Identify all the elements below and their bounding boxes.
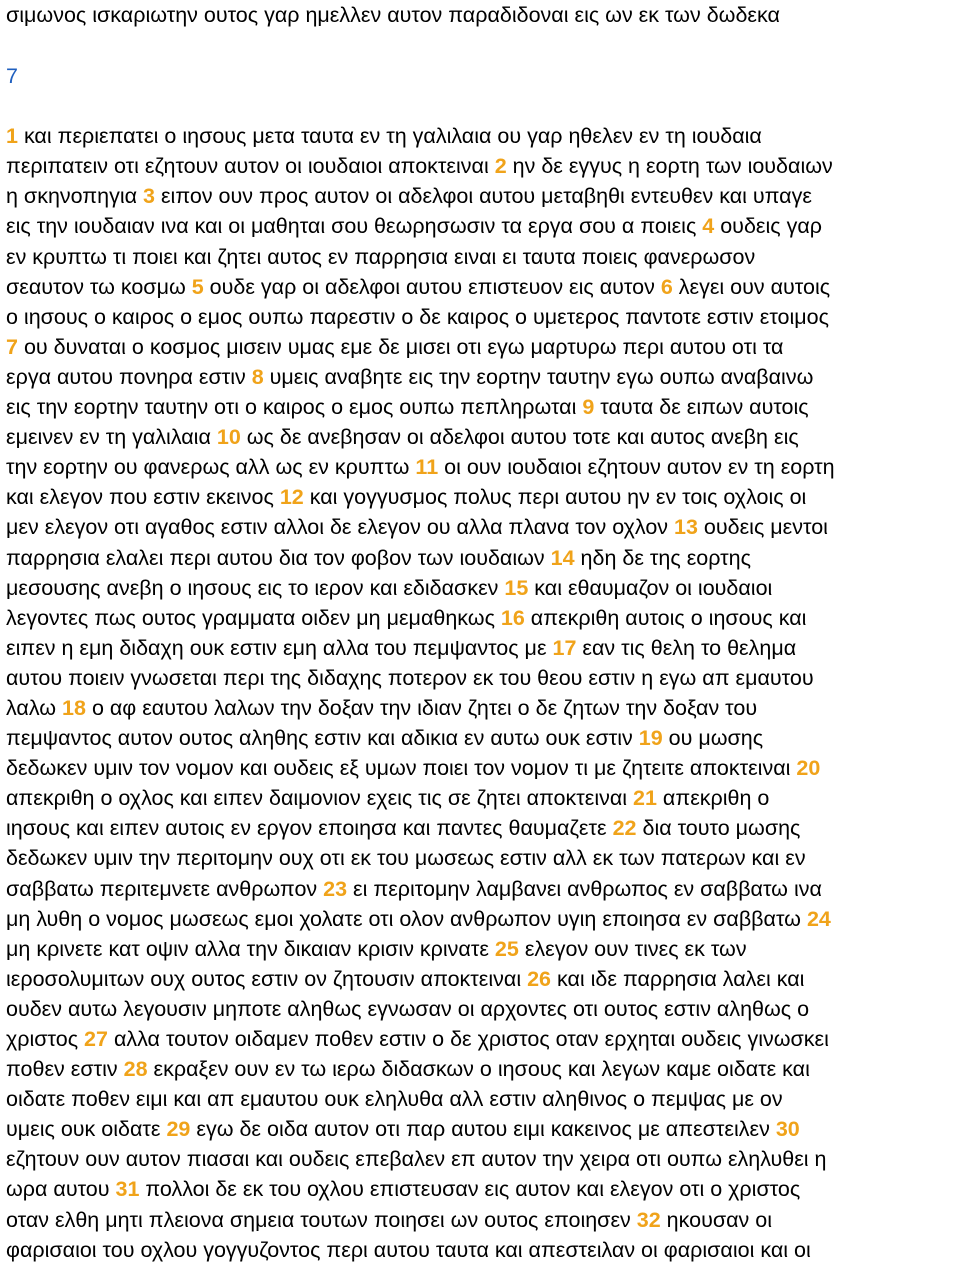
verse-number: 15	[504, 575, 529, 600]
verse-number: 31	[115, 1177, 140, 1202]
verse-number: 22	[612, 816, 637, 841]
text-line	[6, 332, 954, 362]
verse-text: οι ουν ιουδαιοι εζητουν αυτον εν τη εορτη	[438, 455, 835, 480]
verse-text: πολλοι δε εκ του οχλου επιστευσαν εις αυτον και ελεγον οτι ο χριστος	[139, 1177, 801, 1202]
verse-text: απεκριθη αυτοις ο ιησους και	[524, 605, 807, 630]
text-line	[6, 121, 954, 151]
verse-number: 1	[6, 124, 18, 149]
verse-text: και γογγυσμος πολυς περι αυτου ην εν τοις οχλοις οι	[303, 485, 807, 510]
verse-text: ηδη δε της εορτης	[574, 545, 751, 570]
verse-text: μη κρινετε κατ οψιν αλλα την δικαιαν κρισιν κρινατε	[6, 936, 495, 961]
verse-text: και εθαυμαζον οι ιουδαιοι	[528, 575, 773, 600]
verse-number: 21	[633, 786, 657, 811]
verse-number: 10	[216, 425, 241, 450]
verse-text: εις την ιουδαιαν ινα και οι μαθηται σου θεωρησωσιν τα εργα σου α ποιεις	[6, 214, 703, 239]
verse-text: σεαυτον τω κοσμω	[6, 274, 192, 299]
verse-text: δια τουτο μωσης	[636, 816, 801, 841]
verse-number: 20	[796, 756, 821, 781]
text-line	[6, 272, 954, 302]
verse-number: 8	[251, 364, 264, 389]
chapter-number: 7	[6, 64, 18, 89]
text-line	[6, 362, 954, 392]
text-line	[6, 603, 954, 633]
verse-number: 27	[84, 1027, 108, 1051]
verse-text: ει περιτομην λαμβανει ανθρωπος εν σαββατω ινα	[347, 876, 822, 901]
verse-text: ουδε γαρ οι αδελφοι αυτου επιστευον εις αυτον	[203, 274, 661, 299]
verse-text: την εορτην ου φανερως αλλ ως εν κρυπτω	[6, 455, 416, 480]
verse-text: αλλα τουτον οιδαμεν ποθεν εστιν ο δε χριστος οταν ερχηται ουδεις γινωσκει	[107, 1027, 829, 1051]
verse-number: 4	[702, 214, 715, 239]
verse-text: ουδεις γαρ	[714, 214, 823, 239]
verse-text: λεγει ουν αυτοις	[672, 274, 831, 299]
verse-number: 14	[550, 545, 575, 570]
verse-text: μη λυθη ο νομος μωσεως εμοι χολατε οτι ολον ανθρωπον υγιη εποιησα εν σαββατω	[6, 906, 807, 931]
verse-text: δεδωκεν υμιν την περιτομην ουχ οτι εκ του μωσεως εστιν αλλ εκ των πατερων και εν	[6, 846, 806, 871]
verse-text: υμεις αναβητε εις την εορτην ταυτην εγω ουπω αναβαινω	[263, 364, 814, 389]
verse-text: ουδεις μεντοι	[697, 515, 828, 540]
verse-text: περιπατειν οτι εζητουν αυτον οι ιουδαιοι αποκτειναι	[6, 154, 495, 179]
text-line	[6, 151, 954, 181]
verse-text: εζητουν ουν αυτον πιασαι και ουδεις επεβαλεν επ αυτον την χειρα οτι ουπω εληλυθει η	[6, 1147, 827, 1172]
continuation-line: σιμωνος ισκαριωτην ουτος γαρ ημελλεν αυτον παραδιδοναι εις ων εκ των δωδεκα	[6, 3, 780, 27]
verse-text: ειπον ουν προς αυτον οι αδελφοι αυτου μεταβηθι εντευθεν και υπαγε	[155, 184, 812, 209]
verse-text: χριστος	[6, 1027, 85, 1051]
verse-number: 16	[500, 605, 525, 630]
verse-text: εαν τις θελη το θελημα	[576, 635, 797, 660]
verse-text: και ελεγον που εστιν εκεινος	[6, 485, 280, 510]
verse-text: παρρησια ελαλει περι αυτου δια τον φοβον των ιουδαιων	[6, 545, 551, 570]
verse-text: εκραξεν ουν εν τω ιερω διδασκων ο ιησους και λεγων καμε οιδατε και	[147, 1057, 810, 1082]
text-line	[6, 573, 954, 603]
text-line	[6, 392, 954, 422]
verse-text: ιεροσολυμιτων ουχ ουτος εστιν ον ζητουσιν αποκτειναι	[6, 966, 528, 991]
text-line	[6, 452, 954, 482]
verse-number: 17	[552, 635, 577, 660]
verse-text: πεμψαντος αυτον ουτος αληθης εστιν και αδικια εν αυτω ουκ εστιν	[6, 726, 639, 751]
verse-text: ωρα αυτου	[6, 1177, 116, 1202]
verse-text: απεκριθη ο	[656, 786, 770, 811]
text-line	[6, 964, 954, 994]
verse-number: 19	[638, 726, 663, 751]
text-line	[6, 783, 954, 813]
verse-text: οταν ελθη μητι πλειονα σημεια τουτων ποιησει ων ουτος εποιησεν	[6, 1207, 637, 1232]
text-line	[6, 904, 954, 934]
verse-number: 24	[806, 906, 831, 931]
verse-number: 18	[62, 695, 86, 720]
text-line	[6, 512, 954, 542]
text-line	[6, 813, 954, 843]
verse-number: 32	[636, 1207, 661, 1232]
verse-number: 28	[123, 1057, 148, 1082]
verse-text: και περιεπατει ο ιησους μετα ταυτα εν τη γαλιλαια ου γαρ ηθελεν εν τη ιουδαια	[17, 124, 762, 149]
verse-text: ου μωσης	[662, 726, 764, 751]
verse-text: ηκουσαν οι	[660, 1207, 772, 1232]
text-line	[6, 543, 954, 573]
verse-text: ην δε εγγυς η εορτη των ιουδαιων	[506, 154, 833, 179]
verse-text: αυτου ποιειν γνωσεται περι της διδαχης ποτερον εκ του θεου εστιν η εγω απ εμαυτου	[6, 665, 814, 690]
verse-number: 3	[143, 184, 155, 209]
verse-text: ο ιησους ο καιρος ο εμος ουπω παρεστιν ο δε καιρος ο υμετερος παντοτε εστιν ετοιμος	[6, 304, 829, 329]
verse-text: ποθεν εστιν	[6, 1057, 124, 1082]
text-line	[6, 874, 954, 904]
text-line	[6, 482, 954, 512]
text-line	[6, 633, 954, 663]
verse-text: ως δε ανεβησαν οι αδελφοι αυτου τοτε και αυτος ανεβη εις	[240, 425, 799, 450]
verse-text: απεκριθη ο οχλος και ειπεν δαιμονιον εχεις τις σε ζητει αποκτειναι	[6, 786, 634, 811]
text-line	[6, 1205, 954, 1235]
verse-text: ιησους και ειπεν αυτοις εν εργον εποιησα και παντες θαυμαζετε	[6, 816, 613, 841]
verse-text: δεδωκεν υμιν τον νομον και ουδεις εξ υμων ποιει τον νομον τι με ζητειτε αποκτειναι	[6, 756, 797, 781]
verse-text: σαββατω περιτεμνετε ανθρωπον	[6, 876, 324, 901]
text-line	[6, 1024, 954, 1054]
text-line	[6, 693, 954, 723]
verse-text: ταυτα δε ειπων αυτοις	[594, 395, 809, 420]
verse-number: 23	[323, 876, 348, 901]
verse-text: εις την εορτην ταυτην οτι ο καιρος ο εμος ουπω πεπληρωται	[6, 395, 583, 420]
text-line	[6, 663, 954, 693]
verse-text: ειπεν η εμη διδαχη ουκ εστιν εμη αλλα του πεμψαντος με	[6, 635, 553, 660]
verse-text: λαλω	[6, 695, 63, 720]
text-line	[6, 1144, 954, 1174]
verse-text: η σκηνοπηγια	[6, 184, 144, 209]
text-line	[6, 723, 954, 753]
verse-number: 2	[494, 154, 507, 179]
verse-text: λεγοντες πως ουτος γραμματα οιδεν μη μεμαθηκως	[6, 605, 501, 630]
text-line	[6, 422, 954, 452]
verse-text: εν κρυπτω τι ποιει και ζητει αυτος εν παρρησια ειναι ει ταυτα ποιεις φανερωσον	[6, 244, 756, 269]
verse-number: 13	[674, 515, 698, 540]
text-line	[6, 753, 954, 783]
verse-number: 26	[527, 966, 552, 991]
verse-text: ουδεν αυτω λεγουσιν μηποτε αληθως εγνωσαν οι αρχοντες οτι ουτος εστιν αληθως ο	[6, 996, 810, 1021]
verse-number: 7	[6, 334, 18, 359]
text-line	[6, 1084, 954, 1114]
text-line	[6, 181, 954, 211]
verse-text: οιδατε ποθεν ειμι και απ εμαυτου ουκ εληλυθα αλλ εστιν αληθινος ο πεμψας με ον	[6, 1087, 783, 1112]
text-line	[6, 934, 954, 964]
text-line	[6, 843, 954, 873]
verse-number: 25	[494, 936, 519, 961]
verse-text: εγω δε οιδα αυτον οτι παρ αυτου ειμι κακεινος με απεστειλεν	[190, 1117, 776, 1142]
verse-text: μεσουσης ανεβη ο ιησους εις το ιερον και εδιδασκεν	[6, 575, 505, 600]
verse-number: 12	[279, 485, 304, 510]
verse-number: 6	[660, 274, 673, 299]
verse-text: ου δυναται ο κοσμος μισειν υμας εμε δε μισει οτι εγω μαρτυρω περι αυτου οτι τα	[17, 334, 784, 359]
verse-text: εμεινεν εν τη γαλιλαια	[6, 425, 217, 450]
verse-text: ο αφ εαυτου λαλων την δοξαν την ιδιαν ζητει ο δε ζητων την δοξαν του	[85, 695, 758, 720]
text-line	[6, 994, 954, 1024]
text-line	[6, 242, 954, 272]
verse-number: 29	[166, 1117, 191, 1142]
verse-text: και ιδε παρρησια λαλει και	[551, 966, 805, 991]
text-line	[6, 1054, 954, 1084]
chapter-text	[6, 121, 954, 1265]
text-line	[6, 302, 954, 332]
verse-text: εργα αυτου πονηρα εστιν	[6, 364, 252, 389]
verse-number: 9	[582, 395, 595, 420]
text-line	[6, 211, 954, 241]
verse-text: φαρισαιοι του οχλου γογγυζοντος περι αυτου ταυτα και απεστειλαν οι φαρισαιοι και οι	[6, 1237, 811, 1262]
verse-number: 5	[191, 274, 204, 299]
verse-text: υμεις ουκ οιδατε	[6, 1117, 167, 1142]
text-line	[6, 1114, 954, 1144]
verse-number: 30	[775, 1117, 800, 1142]
text-line	[6, 1235, 954, 1265]
verse-text: ελεγον ουν τινες εκ των	[518, 936, 747, 961]
text-line	[6, 1174, 954, 1204]
verse-text: μεν ελεγον οτι αγαθος εστιν αλλοι δε ελεγον ου αλλα πλανα τον οχλον	[6, 515, 675, 540]
verse-number: 11	[415, 455, 439, 480]
